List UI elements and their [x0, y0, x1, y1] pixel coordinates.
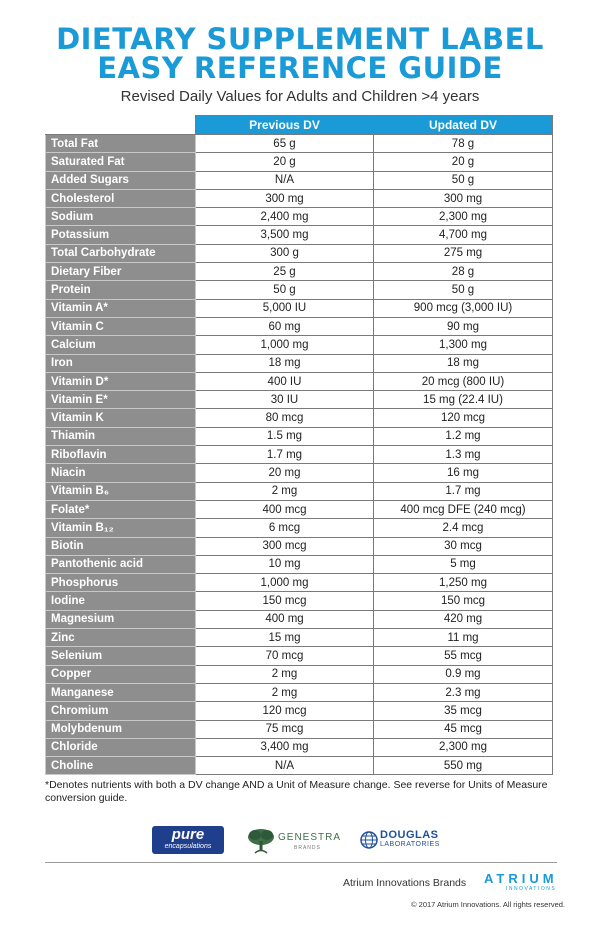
- updated-dv-cell: 11 mg: [374, 629, 553, 647]
- table-row: [46, 189, 553, 207]
- previous-dv-cell: 60 mg: [196, 317, 374, 335]
- updated-dv-cell: 1.7 mg: [374, 482, 553, 500]
- nutrient-name-cell: Vitamin K: [46, 409, 196, 427]
- nutrient-name-cell: Chloride: [46, 738, 196, 756]
- updated-dv-cell: 20 g: [374, 153, 553, 171]
- previous-dv-cell: 50 g: [196, 281, 374, 299]
- updated-dv-cell: 50 g: [374, 171, 553, 189]
- updated-dv-cell: 150 mcg: [374, 592, 553, 610]
- nutrient-name-cell: Selenium: [46, 647, 196, 665]
- nutrient-name-cell: Iodine: [46, 592, 196, 610]
- previous-dv-cell: 150 mcg: [196, 592, 374, 610]
- previous-dv-cell: N/A: [196, 171, 374, 189]
- nutrient-name-cell: Vitamin B₆: [46, 482, 196, 500]
- copyright-notice: © 2017 Atrium Innovations. All rights reserved.: [411, 900, 565, 909]
- table-row: [46, 683, 553, 701]
- daily-values-table: [45, 115, 553, 775]
- previous-dv-cell: 1,000 mg: [196, 574, 374, 592]
- table-row: [46, 574, 553, 592]
- nutrient-name-cell: Added Sugars: [46, 171, 196, 189]
- header-previous-dv: Previous DV: [196, 116, 374, 135]
- table-row: [46, 629, 553, 647]
- nutrient-name-cell: Choline: [46, 757, 196, 775]
- table-row: [46, 171, 553, 189]
- douglas-laboratories-logo: [360, 829, 460, 855]
- updated-dv-cell: 2.3 mg: [374, 683, 553, 701]
- table-row: [46, 738, 553, 756]
- table-body: [46, 135, 553, 775]
- previous-dv-cell: 30 IU: [196, 391, 374, 409]
- table-row: [46, 336, 553, 354]
- previous-dv-cell: 300 mg: [196, 189, 374, 207]
- updated-dv-cell: 2,300 mg: [374, 208, 553, 226]
- previous-dv-cell: 25 g: [196, 263, 374, 281]
- pure-logo-sub: encapsulations: [164, 843, 212, 850]
- updated-dv-cell: 1.2 mg: [374, 427, 553, 445]
- previous-dv-cell: 400 mg: [196, 610, 374, 628]
- pure-encapsulations-logo: [152, 826, 224, 854]
- updated-dv-cell: 35 mcg: [374, 702, 553, 720]
- atrium-logo-name: ATRIUM: [484, 871, 558, 886]
- table-row: [46, 464, 553, 482]
- updated-dv-cell: 420 mg: [374, 610, 553, 628]
- updated-dv-cell: 30 mcg: [374, 537, 553, 555]
- table-row: [46, 647, 553, 665]
- previous-dv-cell: 20 mg: [196, 464, 374, 482]
- previous-dv-cell: 400 mcg: [196, 500, 374, 518]
- nutrient-name-cell: Cholesterol: [46, 189, 196, 207]
- updated-dv-cell: 15 mg (22.4 IU): [374, 391, 553, 409]
- genestra-logo: [246, 826, 356, 856]
- updated-dv-cell: 1,300 mg: [374, 336, 553, 354]
- table-row: [46, 427, 553, 445]
- nutrient-name-cell: Magnesium: [46, 610, 196, 628]
- previous-dv-cell: 300 mcg: [196, 537, 374, 555]
- previous-dv-cell: 5,000 IU: [196, 299, 374, 317]
- footer-brands-label: Atrium Innovations Brands: [343, 877, 467, 889]
- previous-dv-cell: 1.5 mg: [196, 427, 374, 445]
- nutrient-name-cell: Potassium: [46, 226, 196, 244]
- nutrient-name-cell: Thiamin: [46, 427, 196, 445]
- table-row: [46, 409, 553, 427]
- nutrient-name-cell: Vitamin A*: [46, 299, 196, 317]
- nutrient-name-cell: Copper: [46, 665, 196, 683]
- previous-dv-cell: 70 mcg: [196, 647, 374, 665]
- updated-dv-cell: 55 mcg: [374, 647, 553, 665]
- table-row: [46, 208, 553, 226]
- table-row: [46, 720, 553, 738]
- nutrient-name-cell: Saturated Fat: [46, 153, 196, 171]
- table-row: [46, 263, 553, 281]
- table-row: [46, 665, 553, 683]
- table-row: [46, 537, 553, 555]
- table-row: [46, 135, 553, 153]
- table-row: [46, 500, 553, 518]
- updated-dv-cell: 400 mcg DFE (240 mcg): [374, 500, 553, 518]
- genestra-logo-name: GENESTRA: [278, 832, 342, 843]
- updated-dv-cell: 275 mg: [374, 244, 553, 262]
- table-row: [46, 555, 553, 573]
- previous-dv-cell: 120 mcg: [196, 702, 374, 720]
- nutrient-name-cell: Vitamin E*: [46, 391, 196, 409]
- updated-dv-cell: 0.9 mg: [374, 665, 553, 683]
- nutrient-name-cell: Vitamin B₁₂: [46, 519, 196, 537]
- nutrient-name-cell: Vitamin C: [46, 317, 196, 335]
- table-row: [46, 226, 553, 244]
- updated-dv-cell: 550 mg: [374, 757, 553, 775]
- nutrient-name-cell: Total Carbohydrate: [46, 244, 196, 262]
- updated-dv-cell: 16 mg: [374, 464, 553, 482]
- nutrient-name-cell: Sodium: [46, 208, 196, 226]
- table-row: [46, 757, 553, 775]
- nutrient-name-cell: Molybdenum: [46, 720, 196, 738]
- brand-logos: [0, 826, 600, 858]
- douglas-logo-name: DOUGLAS: [380, 829, 439, 841]
- page-title-line1: DIETARY SUPPLEMENT LABEL: [56, 22, 544, 56]
- updated-dv-cell: 120 mcg: [374, 409, 553, 427]
- previous-dv-cell: 2 mg: [196, 683, 374, 701]
- previous-dv-cell: 300 g: [196, 244, 374, 262]
- table-row: [46, 702, 553, 720]
- atrium-logo-sub: INNOVATIONS: [506, 886, 557, 892]
- table-row: [46, 354, 553, 372]
- nutrient-name-cell: Protein: [46, 281, 196, 299]
- header-blank-cell: [46, 116, 196, 135]
- table-row: [46, 299, 553, 317]
- table-row: [46, 153, 553, 171]
- table-row: [46, 610, 553, 628]
- updated-dv-cell: 20 mcg (800 IU): [374, 372, 553, 390]
- updated-dv-cell: 18 mg: [374, 354, 553, 372]
- header-updated-dv: Updated DV: [374, 116, 553, 135]
- footnote: *Denotes nutrients with both a DV change AND a Unit of Measure change. See reverse for Units of Measure conversion guide.: [45, 779, 548, 804]
- previous-dv-cell: 3,400 mg: [196, 738, 374, 756]
- table-row: [46, 391, 553, 409]
- updated-dv-cell: 900 mcg (3,000 IU): [374, 299, 553, 317]
- previous-dv-cell: 10 mg: [196, 555, 374, 573]
- nutrient-name-cell: Calcium: [46, 336, 196, 354]
- previous-dv-cell: 400 IU: [196, 372, 374, 390]
- updated-dv-cell: 90 mg: [374, 317, 553, 335]
- nutrient-name-cell: Chromium: [46, 702, 196, 720]
- genestra-logo-sub: BRANDS: [294, 845, 321, 851]
- table-row: [46, 592, 553, 610]
- previous-dv-cell: 6 mcg: [196, 519, 374, 537]
- nutrient-name-cell: Phosphorus: [46, 574, 196, 592]
- pure-logo-name: pure: [171, 826, 205, 843]
- updated-dv-cell: 300 mg: [374, 189, 553, 207]
- updated-dv-cell: 1.3 mg: [374, 446, 553, 464]
- previous-dv-cell: 1.7 mg: [196, 446, 374, 464]
- previous-dv-cell: 15 mg: [196, 629, 374, 647]
- nutrient-name-cell: Total Fat: [46, 135, 196, 153]
- tree-icon: [246, 826, 276, 856]
- douglas-logo-sub: LABORATORIES: [380, 841, 440, 848]
- updated-dv-cell: 2.4 mcg: [374, 519, 553, 537]
- previous-dv-cell: 65 g: [196, 135, 374, 153]
- previous-dv-cell: 20 g: [196, 153, 374, 171]
- table-row: [46, 446, 553, 464]
- table-row: [46, 317, 553, 335]
- footer-divider: [45, 862, 557, 863]
- nutrient-name-cell: Zinc: [46, 629, 196, 647]
- previous-dv-cell: 2 mg: [196, 665, 374, 683]
- updated-dv-cell: 45 mcg: [374, 720, 553, 738]
- page-subtitle: Revised Daily Values for Adults and Children >4 years: [120, 88, 480, 105]
- previous-dv-cell: 2 mg: [196, 482, 374, 500]
- nutrient-name-cell: Niacin: [46, 464, 196, 482]
- previous-dv-cell: 1,000 mg: [196, 336, 374, 354]
- updated-dv-cell: 50 g: [374, 281, 553, 299]
- updated-dv-cell: 28 g: [374, 263, 553, 281]
- updated-dv-cell: 78 g: [374, 135, 553, 153]
- nutrient-name-cell: Manganese: [46, 683, 196, 701]
- updated-dv-cell: 5 mg: [374, 555, 553, 573]
- updated-dv-cell: 1,250 mg: [374, 574, 553, 592]
- nutrient-name-cell: Biotin: [46, 537, 196, 555]
- previous-dv-cell: 80 mcg: [196, 409, 374, 427]
- table-row: [46, 482, 553, 500]
- table-header-row: [46, 116, 553, 135]
- table-row: [46, 519, 553, 537]
- nutrient-name-cell: Folate*: [46, 500, 196, 518]
- nutrient-name-cell: Pantothenic acid: [46, 555, 196, 573]
- updated-dv-cell: 2,300 mg: [374, 738, 553, 756]
- globe-icon: [360, 831, 378, 849]
- atrium-logo: [484, 871, 564, 892]
- table-row: [46, 244, 553, 262]
- previous-dv-cell: 3,500 mg: [196, 226, 374, 244]
- updated-dv-cell: 4,700 mg: [374, 226, 553, 244]
- previous-dv-cell: N/A: [196, 757, 374, 775]
- previous-dv-cell: 18 mg: [196, 354, 374, 372]
- previous-dv-cell: 2,400 mg: [196, 208, 374, 226]
- nutrient-name-cell: Dietary Fiber: [46, 263, 196, 281]
- nutrient-name-cell: Vitamin D*: [46, 372, 196, 390]
- previous-dv-cell: 75 mcg: [196, 720, 374, 738]
- nutrient-name-cell: Iron: [46, 354, 196, 372]
- page-title-line2: EASY REFERENCE GUIDE: [97, 51, 503, 85]
- table-row: [46, 372, 553, 390]
- nutrient-name-cell: Riboflavin: [46, 446, 196, 464]
- table-row: [46, 281, 553, 299]
